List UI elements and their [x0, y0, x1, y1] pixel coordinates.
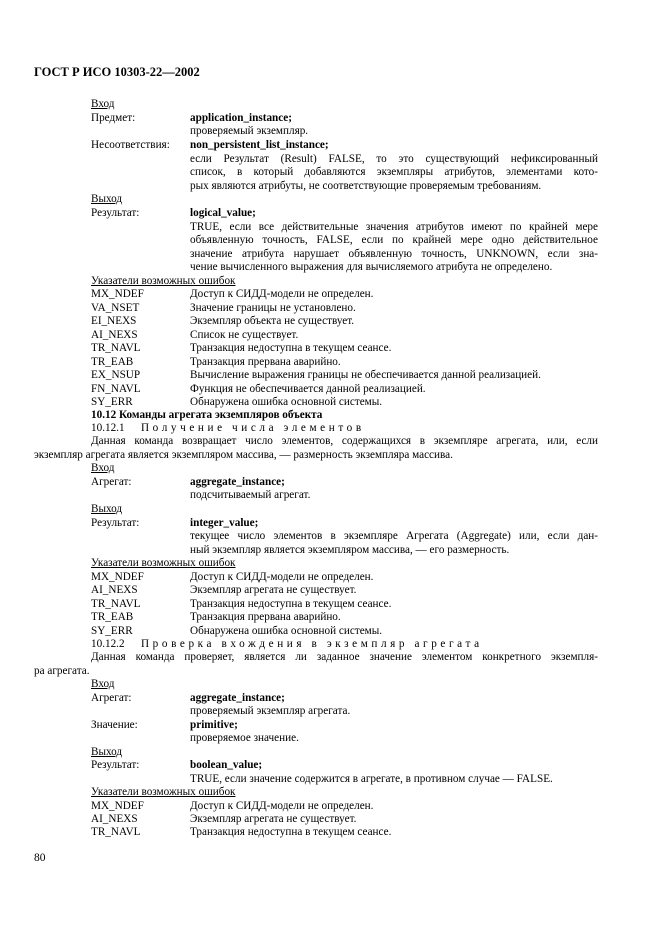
- paragraph-line: экземпляр агрегата является экземпляром массива, — размерность экземпляра массива.: [34, 449, 453, 461]
- error-text: Экземпляр агрегата не существует.: [190, 584, 357, 596]
- result-desc-line: объявленную точность, FALSE, если по крайней мере одно действительное: [190, 234, 598, 246]
- error-text: Доступ к СИДД-модели не определен.: [190, 571, 374, 583]
- subsection-number: 10.12.1: [91, 422, 125, 434]
- error-code: AI_NEXS: [91, 329, 138, 341]
- error-code: AI_NEXS: [91, 584, 138, 596]
- subject-label: Предмет:: [91, 112, 136, 124]
- error-code: MX_NDEF: [91, 800, 144, 812]
- value-name: primitive;: [190, 719, 238, 731]
- error-code: SY_ERR: [91, 625, 133, 637]
- error-code: TR_EAB: [91, 356, 134, 368]
- error-text: Транзакция недоступна в текущем сеансе.: [190, 598, 392, 610]
- aggregate-label: Агрегат:: [91, 692, 132, 704]
- subsection-title: Получение числа элементов: [141, 422, 365, 434]
- error-code: MX_NDEF: [91, 288, 144, 300]
- error-text: Вычисление выражения границы не обеспечивается данной реализацией.: [190, 369, 541, 381]
- result-name: boolean_value;: [190, 759, 263, 771]
- error-code: EI_NEXS: [91, 315, 137, 327]
- aggregate-name: aggregate_instance;: [190, 476, 285, 488]
- result-label: Результат:: [91, 517, 140, 529]
- subject-name: application_instance;: [190, 112, 292, 124]
- output-heading: Выход: [91, 503, 123, 515]
- error-indicators-heading: Указатели возможных ошибок: [91, 557, 236, 569]
- error-text: Транзакция недоступна в текущем сеансе.: [190, 826, 392, 838]
- error-text: Доступ к СИДД-модели не определен.: [190, 800, 374, 812]
- aggregate-desc: проверяемый экземпляр агрегата.: [190, 705, 351, 717]
- input-heading: Вход: [91, 462, 115, 474]
- error-code: TR_EAB: [91, 611, 134, 623]
- nonconformance-name: non_persistent_list_instance;: [190, 139, 329, 151]
- input-heading: Вход: [91, 98, 115, 110]
- result-desc-line: ный экземпляр является экземпляром массива, — его размерность.: [190, 544, 510, 556]
- result-desc-line: текущее число элементов в экземпляре Агрегата (Aggregate) или, если дан-: [190, 530, 598, 542]
- paragraph-line: Данная команда возвращает число элементов, содержащихся в экземпляре агрегата, или, если: [91, 435, 598, 447]
- error-code: TR_NAVL: [91, 342, 141, 354]
- paragraph-line: Данная команда проверяет, является ли заданное значение элементом конкретного экземпля-: [91, 651, 598, 663]
- error-code: MX_NDEF: [91, 571, 144, 583]
- nonconformance-desc-line: список, в который добавляются экземпляры атрибутов, элементами кото-: [190, 166, 598, 178]
- error-code: EX_NSUP: [91, 369, 141, 381]
- subject-desc: проверяемый экземпляр.: [190, 125, 309, 137]
- result-name: integer_value;: [190, 517, 259, 529]
- input-heading: Вход: [91, 678, 115, 690]
- error-code: TR_NAVL: [91, 826, 141, 838]
- error-text: Значение границы не установлено.: [190, 302, 356, 314]
- result-name: logical_value;: [190, 207, 256, 219]
- page-number: 80: [34, 852, 46, 864]
- result-label: Результат:: [91, 759, 140, 771]
- aggregate-label: Агрегат:: [91, 476, 132, 488]
- error-text: Обнаружена ошибка основной системы.: [190, 396, 383, 408]
- error-text: Доступ к СИДД-модели не определен.: [190, 288, 374, 300]
- error-text: Функция не обеспечивается данной реализацией.: [190, 383, 426, 395]
- error-code: VA_NSET: [91, 302, 140, 314]
- result-desc-line: чение вычисленного выражения для вычисляемого атрибута не определено.: [190, 261, 553, 273]
- error-code: AI_NEXS: [91, 813, 138, 825]
- error-text: Транзакция прервана аварийно.: [190, 611, 341, 623]
- subsection-number: 10.12.2: [91, 638, 125, 650]
- error-code: FN_NAVL: [91, 383, 141, 395]
- error-text: Экземпляр объекта не существует.: [190, 315, 355, 327]
- result-desc-line: TRUE, если все действительные значения атрибутов имеют по крайней мере: [190, 221, 598, 233]
- error-code: TR_NAVL: [91, 598, 141, 610]
- paragraph-line: ра агрегата.: [34, 665, 90, 677]
- section-heading: 10.12 Команды агрегата экземпляров объекта: [91, 409, 323, 421]
- output-heading: Выход: [91, 746, 123, 758]
- output-heading: Выход: [91, 193, 123, 205]
- result-label: Результат:: [91, 207, 140, 219]
- error-indicators-heading: Указатели возможных ошибок: [91, 275, 236, 287]
- result-desc-line: значение атрибута нарушает объявленную точность, UNKNOWN, если зна-: [190, 248, 598, 260]
- error-code: SY_ERR: [91, 396, 133, 408]
- nonconformance-label: Несоответствия:: [91, 139, 170, 151]
- error-text: Список не существует.: [190, 329, 299, 341]
- value-desc: проверяемое значение.: [190, 732, 299, 744]
- aggregate-desc: подсчитываемый агрегат.: [190, 489, 311, 501]
- error-text: Транзакция недоступна в текущем сеансе.: [190, 342, 392, 354]
- page-header: ГОСТ Р ИСО 10303-22—2002: [34, 65, 200, 79]
- aggregate-name: aggregate_instance;: [190, 692, 285, 704]
- error-text: Транзакция прервана аварийно.: [190, 356, 341, 368]
- result-desc: TRUE, если значение содержится в агрегате, в противном случае — FALSE.: [190, 773, 553, 785]
- nonconformance-desc-line: рых являются атрибуты, не соответствующие проверяемым требованиям.: [190, 180, 542, 192]
- subsection-title: Проверка вхождения в экземпляр агрегата: [141, 638, 483, 650]
- error-indicators-heading: Указатели возможных ошибок: [91, 786, 236, 798]
- nonconformance-desc-line: если Результат (Result) FALSE, то это существующий нефиксированный: [190, 153, 598, 165]
- error-text: Экземпляр агрегата не существует.: [190, 813, 357, 825]
- value-label: Значение:: [91, 719, 138, 731]
- error-text: Обнаружена ошибка основной системы.: [190, 625, 383, 637]
